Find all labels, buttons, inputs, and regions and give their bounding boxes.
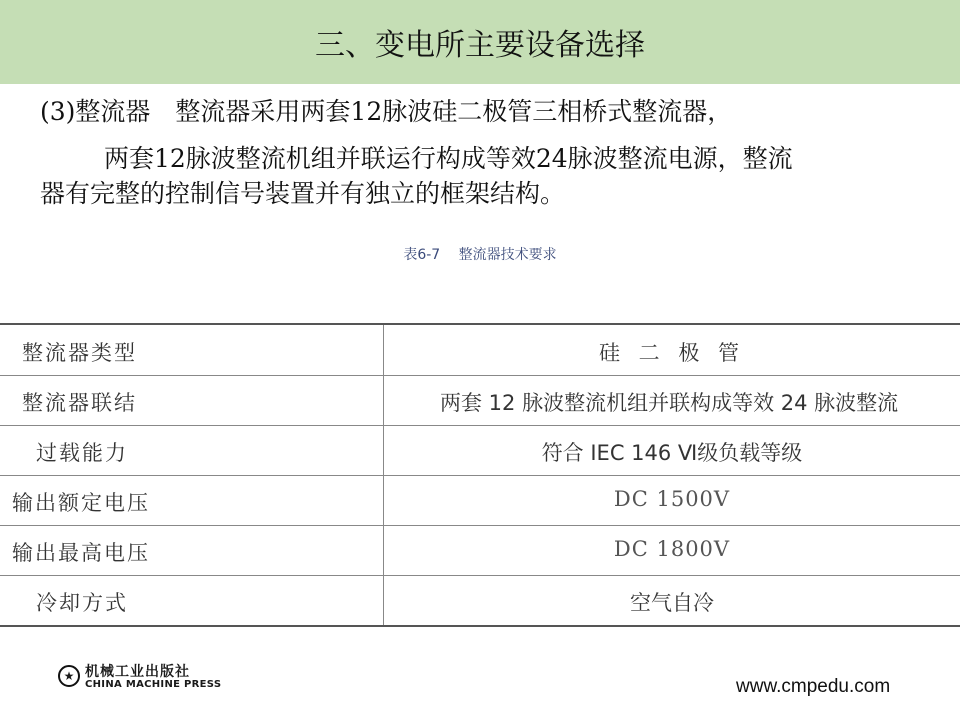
slide-title: 三、变电所主要设备选择 [315,28,645,63]
row-value: 符合 IEC 146 Ⅵ级负载等级 [541,441,803,465]
table-row [0,475,960,526]
table-caption: 表6-7 整流器技术要求 [403,247,557,263]
table-row [0,375,960,426]
row-label: 整流器联结 [22,391,137,415]
spec-table [0,323,960,627]
website-url: www.cmpedu.com [736,676,891,697]
body-line-2: 两套12脉波整流机组并联运行构成等效24脉波整流电源，整流 [104,144,793,173]
logo-english-name: CHINA MACHINE PRESS [85,679,222,690]
row-value: 空气自冷 [630,591,714,615]
row-value: DC 1500V [613,487,731,511]
row-value: 两套 12 脉波整流机组并联构成等效 24 脉波整流 [440,391,899,415]
row-label: 过载能力 [36,441,128,465]
row-value: 硅 二 极 管 [598,341,746,365]
table-row [0,325,960,376]
row-label: 整流器类型 [22,341,137,365]
row-label: 输出最高电压 [12,541,150,565]
logo-chinese-name: 机械工业出版社 [85,664,190,680]
body-line-3: 器有完整的控制信号装置并有独立的框架结构。 [40,179,566,208]
table-row [0,525,960,576]
body-line-1: (3)整流器 整流器采用两套12脉波硅二极管三相桥式整流器， [40,97,733,126]
table-row [0,575,960,625]
row-label: 输出额定电压 [12,491,150,515]
star-emblem-icon: ★ [58,665,80,687]
row-label: 冷却方式 [36,591,128,615]
publisher-logo [58,660,258,694]
row-value: DC 1800V [613,537,731,561]
table-row [0,425,960,476]
